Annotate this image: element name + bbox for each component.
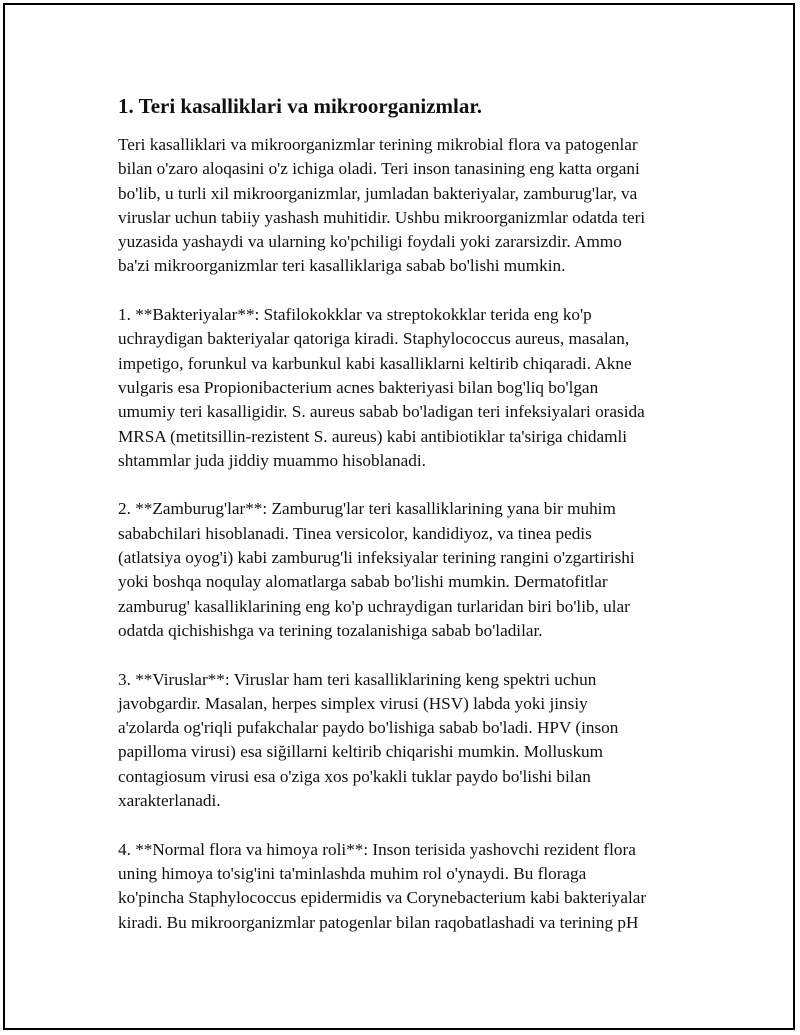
paragraph-normal-flora: 4. **Normal flora va himoya roli**: Inson terisida yashovchi rezident flora uning himoya to'sig'ini ta'minlashda muhim rol o'ynaydi. Bu floraga ko'pincha Staphylococcus epidermidis va Corynebacterium kabi bakteriyalar kiradi. Bu mikroorganizmlar patogenlar bilan raqobatlashadi va terining pH — [118, 839, 647, 932]
section-heading: 1. Teri kasalliklari va mikroorganizmlar. — [118, 94, 483, 118]
paragraph-viruses: 3. **Viruslar**: Viruslar ham teri kasalliklarining keng spektri uchun javobgardir. Masalan, herpes simplex virusi (HSV) labda yoki jinsiy a'zolarda og'riqli pufakchalar paydo bo'lishiga sabab bo'ladi. HPV (inson papilloma virusi) esa siğillarni keltirib chiqarishi mumkin. Molluskum contagiosum virusi esa o'ziga xos po'kakli tuklar paydo bo'lishi bilan xarakterlanadi. — [118, 669, 619, 811]
paragraph-fungi: 2. **Zamburug'lar**: Zamburug'lar teri kasalliklarining yana bir muhim sababchilari hisoblanadi. Tinea versicolor, kandidiyoz, va tinea pedis (atlatsiya oyog'i) kabi zamburug'li infeksiyalar terining rangini o'zgartirishi yoki boshqa noqulay alomatlarga sabab bo'lishi mumkin. Dermatofitlar zamburug' kasalliklarining eng ko'p uchraydigan turlaridan biri bo'lib, ular odatda qichishishga va terining tozalanishiga sabab bo'ladilar. — [118, 499, 635, 640]
document-body — [118, 93, 690, 959]
paragraph-bacteria: 1. **Bakteriyalar**: Stafilokokklar va streptokokklar terida eng ko'p uchraydigan bakteriyalar qatoriga kiradi. Staphylococcus aureus, masalan, impetigo, forunkul va karbunkul kabi kasalliklarni keltirib chiqaradi. Akne vulgaris esa Propionibacterium acnes bakteriyasi bilan bog'liq bo'lgan umumiy teri kasalligidir. S. aureus sabab bo'ladigan teri infeksiyalari orasida MRSA (metitsillin-rezistent S. aureus) kabi antibiotiklar ta'siriga chidamli shtammlar juda jiddiy muammo hisoblanadi. — [118, 305, 645, 470]
paragraph-intro: Teri kasalliklari va mikroorganizmlar terining mikrobial flora va patogenlar bilan o'zaro aloqasini o'z ichiga oladi. Teri inson tanasining eng katta organi bo'lib, u turli xil mikroorganizmlar, jumladan bakteriyalar, zamburug'lar, va viruslar uchun tabiiy yashash muhitidir. Ushbu mikroorganizmlar odatda teri yuzasida yashaydi va ularning ko'pchiligi foydali yoki zararsizdir. Ammo ba'zi mikroorganizmlar teri kasalliklariga sabab bo'lishi mumkin. — [118, 135, 646, 276]
